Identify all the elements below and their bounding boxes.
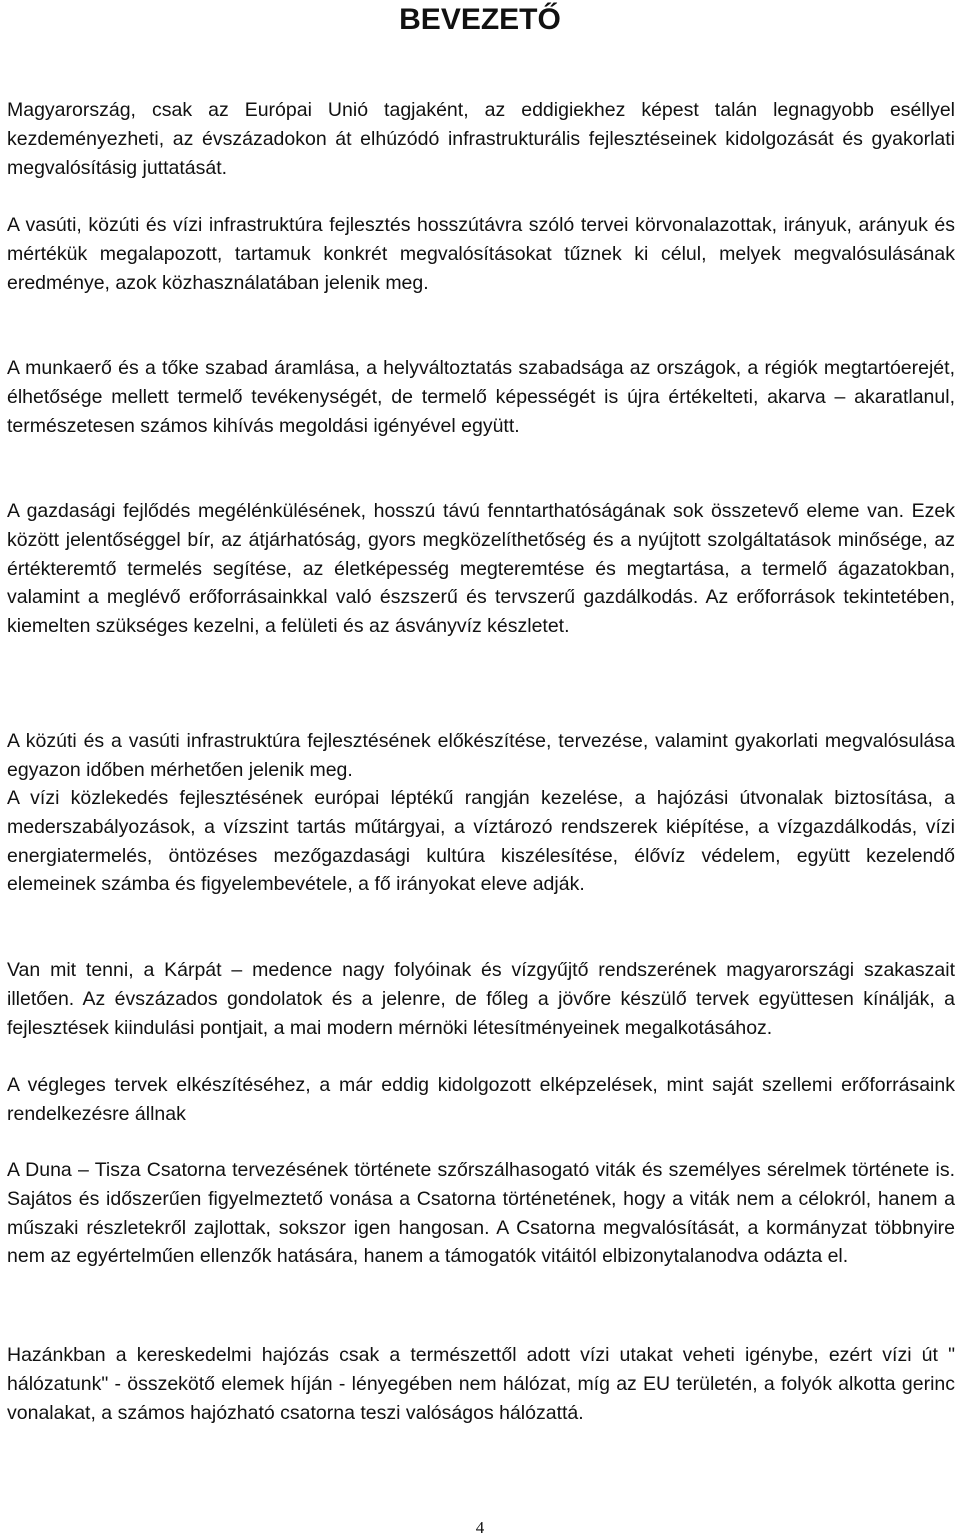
paragraph-1-block (7, 96, 955, 182)
paragraph: Hazánkban a kereskedelmi hajózás csak a természettől adott vízi utakat veheti igénybe, ezért vízi út " hálózatunk" - összekötő elemek híján - lényegében nem hálózat, míg az EU területén, a folyók alkotta gerinc vonalakat, a számos hajózható csatorna teszi valóságos hálózattá. (7, 1344, 955, 1424)
paragraph: Van mit tenni, a Kárpát – medence nagy folyóinak és vízgyűjtő rendszerének magyarországi szakaszait illetően. Az évszázados gondolatok és a jelenre, de főleg a jövőre készülő tervek együttesen kínálják, a fejlesztések kiindulási pontjait, a mai modern mérnöki létesítményeinek megalkotásához. (7, 959, 955, 1039)
paragraph-7-block (7, 956, 955, 1042)
paragraph-6-block (7, 784, 955, 899)
paragraph: A közúti és a vasúti infrastruktúra fejlesztésének előkészítése, tervezése, valamint gyakorlati megvalósulása egyazon időben mérhetően jelenik meg. (7, 730, 955, 781)
paragraph: A vízi közlekedés fejlesztésének európai léptékű rangján kezelése, a hajózási útvonalak biztosítása, a mederszabályozások, a vízszint tartás műtárgyai, a víztározó rendszerek kiépítése, a vízgazdálkodás, vízi energiatermelés, öntözéses mezőgazdasági kultúra kiszélesítése, élővíz védelem, együtt kezelendő elemeinek számba és figyelembevétele, a fő irányokat eleve adják. (7, 787, 955, 896)
paragraph-9-block (7, 1156, 955, 1271)
paragraph-3-block (7, 354, 955, 440)
paragraph-10-block (7, 1341, 955, 1427)
page-title: BEVEZETŐ (399, 3, 561, 36)
paragraph-5-block (7, 727, 955, 785)
paragraph: A gazdasági fejlődés megélénkülésének, hosszú távú fenntarthatóságának sok összetevő eleme van. Ezek között jelentőséggel bír, az átjárhatóság, gyors megközelíthetőség és a nyújtott szolgáltatások minősége, az értékteremtő termelés segítése, az életképesség megteremtése és megtartása, a termelő ágazatokban, valamint a meglévő erőforrásainkkal való észszerű és tervszerű gazdálkodás. Az erőforrások tekintetében, kiemelten szükséges kezelni, a felületi és az ásványvíz készletet. (7, 500, 955, 638)
paragraph: A munkaerő és a tőke szabad áramlása, a helyváltoztatás szabadsága az országok, a régiók megtartóerejét, élhetősége mellett termelő tevékenységét, de termelő képességét is újra értékelteti, akarva – akaratlanul, természetesen számos kihívás megoldási igényével együtt. (7, 357, 955, 437)
paragraph: A Duna – Tisza Csatorna tervezésének története szőrszálhasogató viták és személyes sérelmek története is. Sajátos és időszerűen figyelmeztető vonása a Csatorna történetének, hogy a viták nem a célokról, hanem a műszaki részletekről zajlottak, sokszor igen hangosan. A Csatorna megvalósítását, a kormányzat többnyire nem az egyértelműen ellenzők hatására, hanem a támogatók vitáitól elbizonytalanodva odázta el. (7, 1159, 955, 1268)
paragraph: Magyarország, csak az Európai Unió tagjaként, az eddigiekhez képest talán legnagyobb eséllyel kezdeményezheti, az évszázadokon át elhúzódó infrastrukturális fejlesztéseinek kidolgozását és gyakorlati megvalósításig juttatását. (7, 99, 955, 179)
paragraph-2-block (7, 211, 955, 297)
paragraph: A végleges tervek elkészítéséhez, a már eddig kidolgozott elképzelések, mint saját szellemi erőforrásaink rendelkezésre állnak (7, 1074, 955, 1125)
page-number: 4 (475, 1518, 485, 1537)
paragraph-4-block (7, 497, 955, 641)
paragraph-8-block (7, 1071, 955, 1129)
paragraph: A vasúti, közúti és vízi infrastruktúra fejlesztés hosszútávra szóló tervei körvonalazottak, irányuk, arányuk és mértékük megalapozott, tartamuk konkrét megvalósításokat tűznek ki célul, melyek megvalósulásának eredménye, azok közhasználatában jelenik meg. (7, 214, 955, 294)
